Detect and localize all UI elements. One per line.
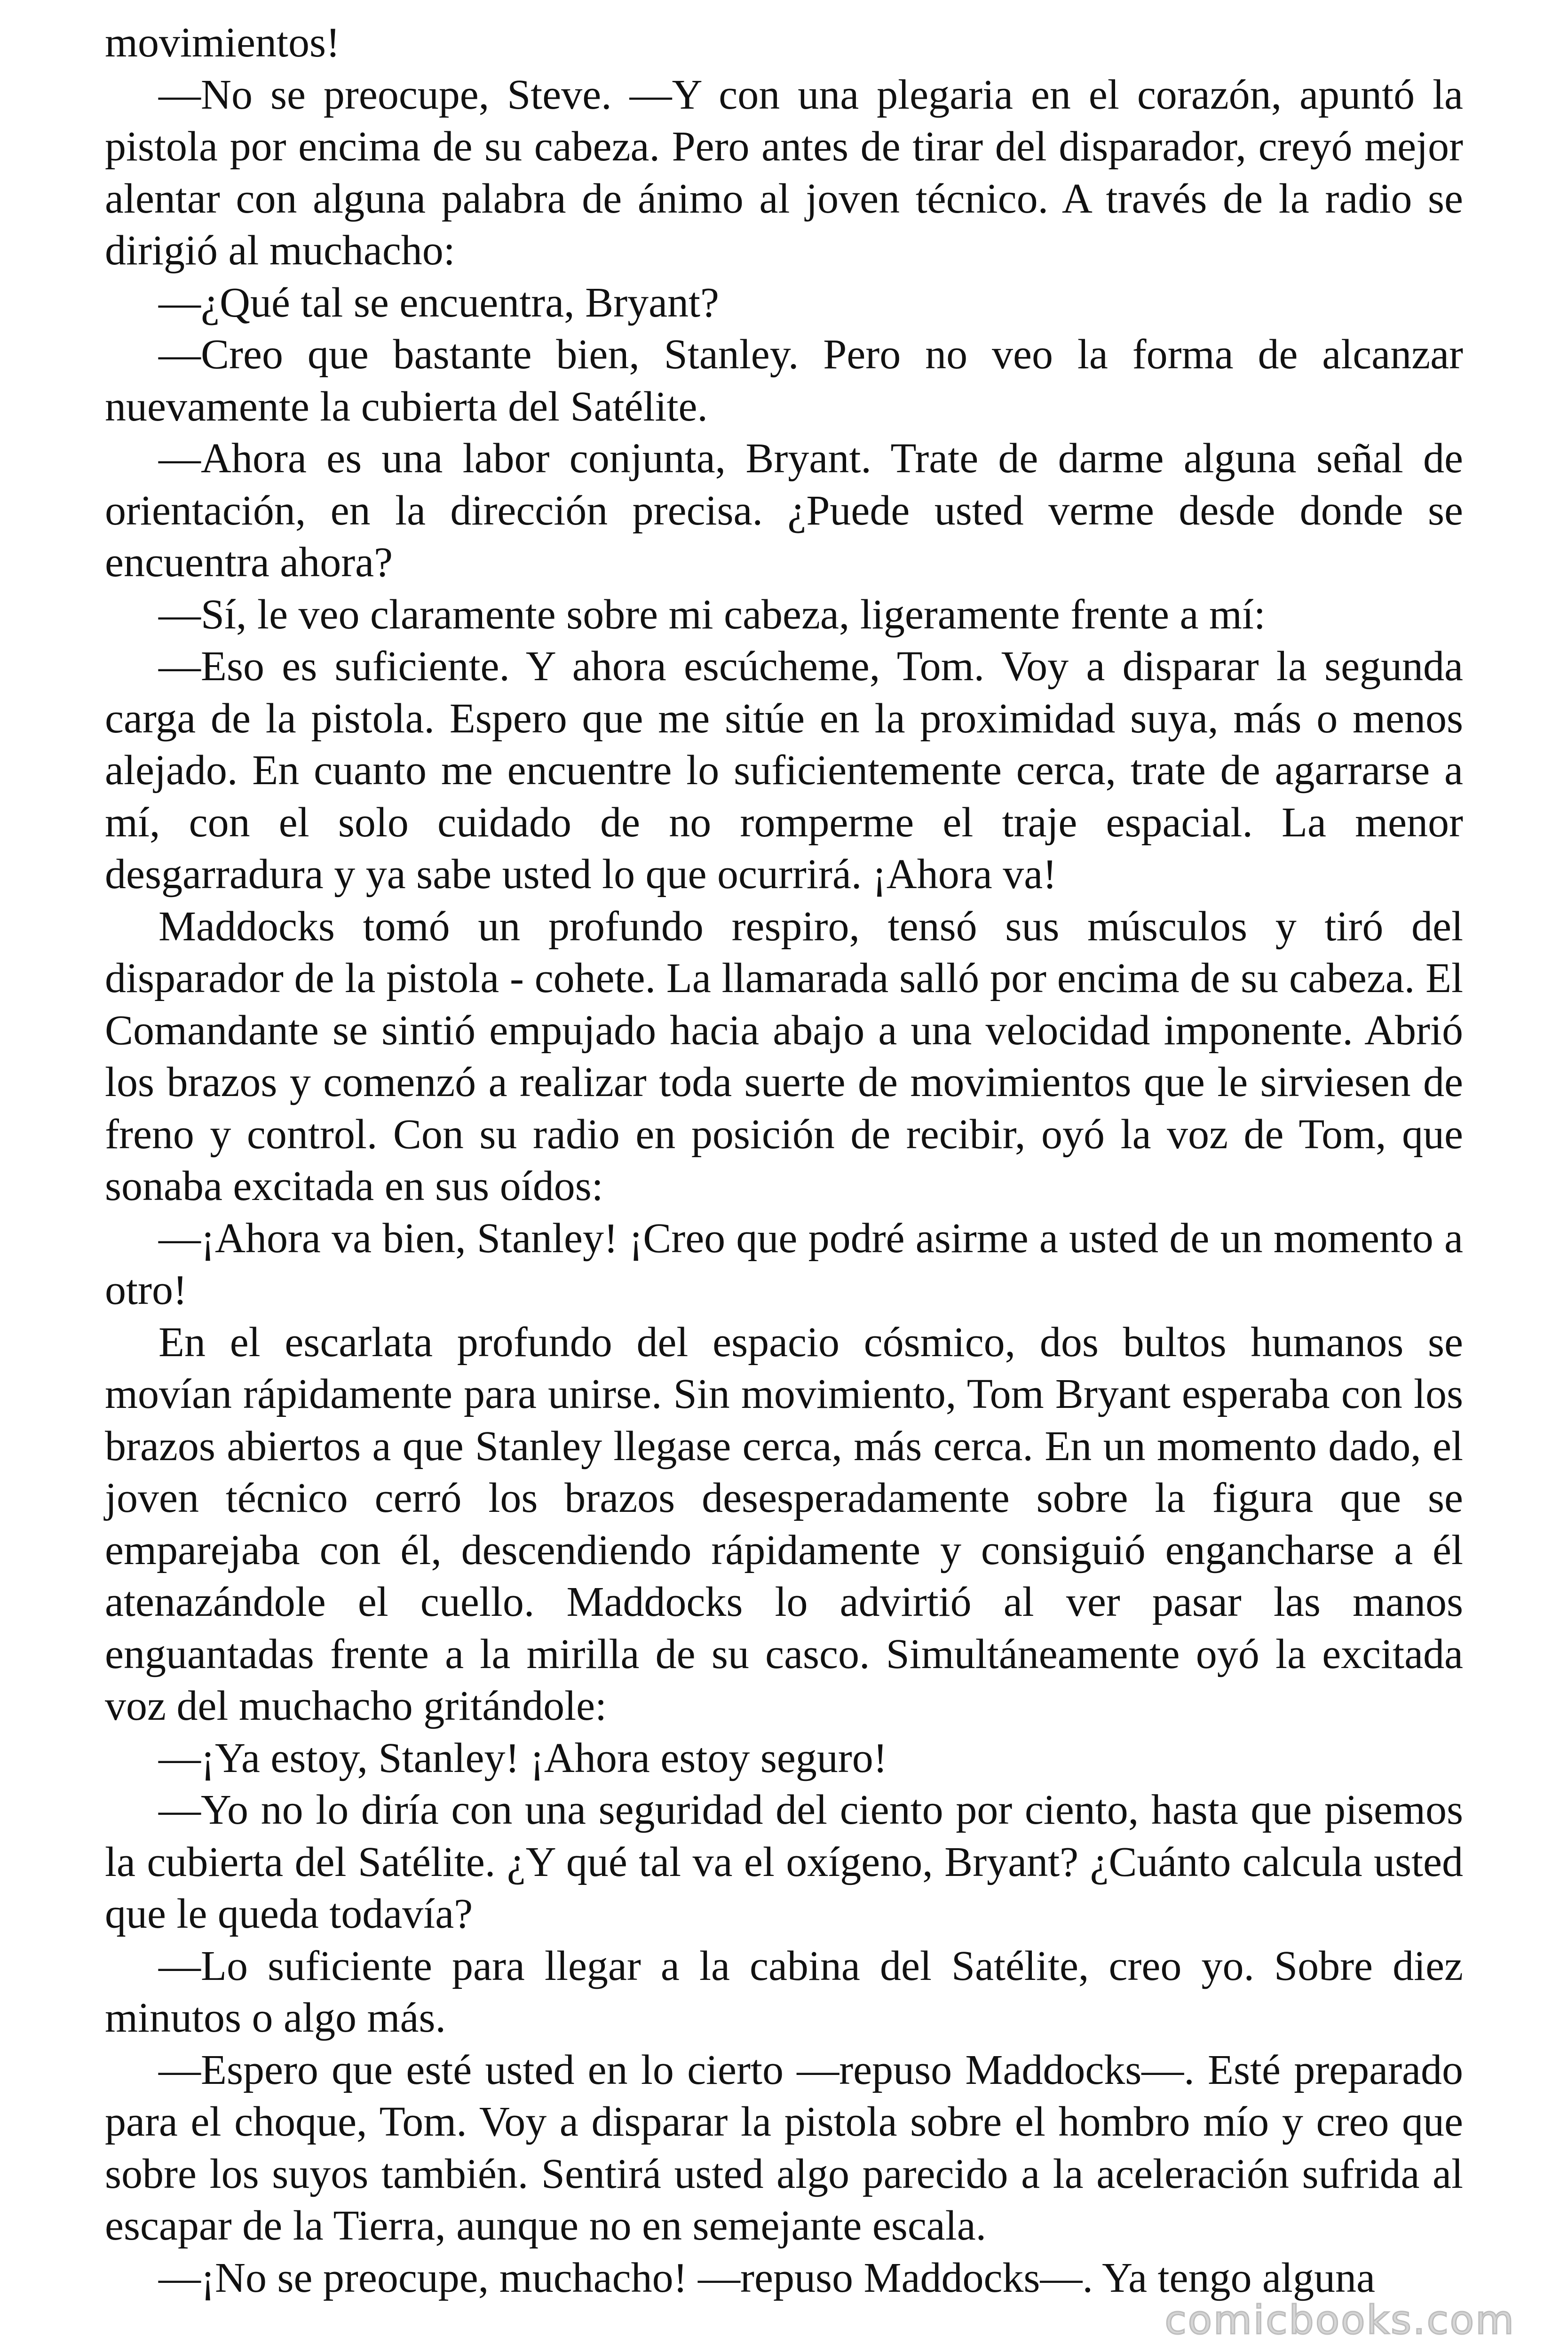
- paragraph: Maddocks tomó un profundo respiro, tensó sus músculos y tiró del disparador de la pistola - cohete. La llamarada salló por encima de su cabeza. El Comandante se sintió empujado hacia abajo a una velocidad imponente. Abrió los brazos y comenzó a realizar toda suerte de movimientos que le sirviesen de freno y control. Con su radio en posición de recibir, oyó la voz de Tom, que sonaba excitada en sus oídos:: [105, 903, 1463, 1209]
- paragraph: —¿Qué tal se encuentra, Bryant?: [158, 279, 719, 326]
- paragraph: —Sí, le veo claramente sobre mi cabeza, ligeramente frente a mí:: [158, 591, 1266, 638]
- paragraph: —Lo suficiente para llegar a la cabina del Satélite, creo yo. Sobre diez minutos o algo más.: [105, 1942, 1463, 2041]
- page-text: [105, 17, 1463, 2304]
- paragraph: —¡Ya estoy, Stanley! ¡Ahora estoy seguro!: [158, 1734, 887, 1781]
- paragraph: —No se preocupe, Steve. —Y con una plegaria en el corazón, apuntó la pistola por encima de su cabeza. Pero antes de tirar del disparador, creyó mejor alentar con alguna palabra de ánimo al joven técnico. A través de la radio se dirigió al muchacho:: [105, 71, 1463, 274]
- watermark: comicbooks.com: [1164, 2297, 1515, 2343]
- paragraph: —¡No se preocupe, muchacho! —repuso Maddocks—. Ya tengo alguna: [158, 2254, 1375, 2301]
- paragraph: —Yo no lo diría con una seguridad del ciento por ciento, hasta que pisemos la cubierta del Satélite. ¿Y qué tal va el oxígeno, Bryant? ¿Cuánto calcula usted que le queda todavía?: [105, 1787, 1463, 1937]
- paragraph: En el escarlata profundo del espacio cósmico, dos bultos humanos se movían rápidamente para unirse. Sin movimiento, Tom Bryant esperaba con los brazos abiertos a que Stanley llegase cerca, más cerca. En un momento dado, el joven técnico cerró los brazos desesperadamente sobre la figura que se emparejaba con él, descendiendo rápidamente y consiguió engancharse a él atenazándole el cuello. Maddocks lo advirtió al ver pasar las manos enguantadas frente a la mirilla de su casco. Simultáneamente oyó la excitada voz del muchacho gritándole:: [105, 1319, 1463, 1729]
- paragraph: —Espero que esté usted en lo cierto —repuso Maddocks—. Esté preparado para el choque, Tom. Voy a disparar la pistola sobre el hombro mío y creo que sobre los suyos también. Sentirá usted algo parecido a la aceleración sufrida al escapar de la Tierra, aunque no en semejante escala.: [105, 2046, 1463, 2249]
- paragraph: —¡Ahora va bien, Stanley! ¡Creo que podré asirme a usted de un momento a otro!: [105, 1215, 1463, 1313]
- paragraph: —Ahora es una labor conjunta, Bryant. Trate de darme alguna señal de orientación, en la dirección precisa. ¿Puede usted verme desde donde se encuentra ahora?: [105, 435, 1463, 586]
- paragraph: movimientos!: [105, 19, 340, 66]
- paragraph: —Creo que bastante bien, Stanley. Pero no veo la forma de alcanzar nuevamente la cubierta del Satélite.: [105, 331, 1463, 430]
- paragraph: —Eso es suficiente. Y ahora escúcheme, Tom. Voy a disparar la segunda carga de la pistola. Espero que me sitúe en la proximidad suya, más o menos alejado. En cuanto me encuentre lo suficientemente cerca, trate de agarrarse a mí, con el solo cuidado de no romperme el traje espacial. La menor desgarradura y ya sabe usted lo que ocurrirá. ¡Ahora va!: [105, 643, 1463, 898]
